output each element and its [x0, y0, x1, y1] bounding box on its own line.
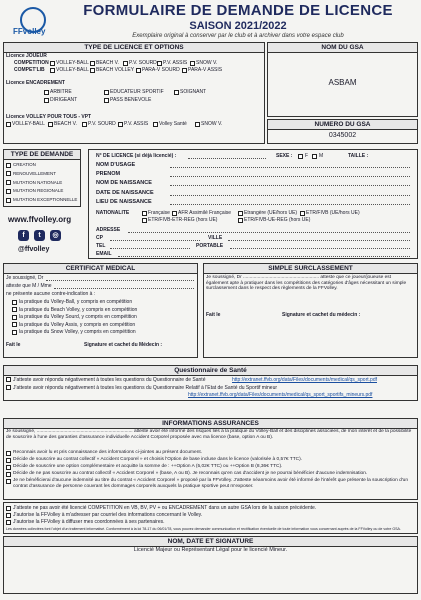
portable-field[interactable]: [230, 248, 410, 249]
club-name-field[interactable]: ASBAM: [328, 78, 357, 87]
email-label: EMAIL: [96, 251, 112, 257]
form-title: FORMULAIRE DE DEMANDE DE LICENCE: [83, 2, 393, 19]
nationalite-label: NATIONALITE: [96, 210, 130, 216]
tel-field[interactable]: [110, 248, 190, 249]
club-name-heading: NOM DU GSA: [268, 43, 417, 53]
insurance-checkbox[interactable]: [6, 458, 11, 463]
demand-checkbox[interactable]: [6, 180, 11, 185]
medical-item: la pratique du Beach Volley, y compris en compétition: [19, 306, 138, 313]
sexe-f-checkbox[interactable]: [298, 154, 303, 159]
identity-field[interactable]: [170, 176, 410, 177]
identity-label: LIEU DE NAISSANCE: [96, 198, 152, 205]
identity-field[interactable]: [170, 204, 410, 205]
questionnaire-link-2[interactable]: http://extranet.ffvb.org/data/Files/documents/medical/qs_sport_sportifs_mineurs.pdf: [188, 392, 373, 398]
surclassement-heading: SIMPLE SURCLASSEMENT: [204, 264, 417, 274]
option-checkbox[interactable]: [174, 90, 179, 95]
adresse-label: ADRESSE: [96, 227, 121, 233]
ville-field[interactable]: [228, 240, 410, 241]
medical-item: la pratique du Volley Sourd, y compris en compétition: [19, 314, 137, 320]
option-label: ETR/FIVB-UE-REG (hors UE): [244, 217, 311, 223]
joueur-label: Licence JOUEUR: [6, 53, 47, 59]
ville-label: VILLE: [208, 235, 223, 241]
option-label: Etrangère (UE/hors UE): [244, 210, 298, 216]
season-label: SAISON 2021/2022: [189, 20, 287, 32]
option-label: PASS BENEVOLE: [110, 97, 152, 103]
questionnaire-text-1: J'atteste avoir répondu négativement à toutes les questions du Questionnaire de Santé: [13, 377, 206, 383]
cp-field[interactable]: [110, 240, 200, 241]
insurance-item: Décide de souscrire une option complémentaire et acquitte la somme de : ++Option A (5,02€ TTC) ou ++Option B (8,36€ TTC).: [13, 464, 283, 469]
medical-checkbox[interactable]: [12, 307, 17, 312]
consent-item: J'atteste ne pas avoir été licencié COMPETITION en VB, BV, PV + ou ENCADREMENT dans un autre GSA lors de la saison précédente.: [13, 505, 317, 511]
option-checkbox[interactable]: [82, 122, 87, 127]
option-checkbox[interactable]: [142, 211, 147, 216]
sexe-m-label: M: [319, 153, 324, 159]
instagram-icon[interactable]: ◎: [50, 230, 61, 241]
identity-label: NOM D'USAGE: [96, 162, 136, 168]
medical-heading: CERTIFICAT MEDICAL: [4, 264, 197, 274]
consent-item: J'autorise la FFVolley à m'adresser par courriel des informations concernant le Volley.: [13, 512, 203, 518]
questionnaire-checkbox-1[interactable]: [6, 377, 11, 382]
medical-checkbox[interactable]: [12, 322, 17, 327]
option-label: P.V. SOURD: [88, 121, 116, 127]
consent-checkbox[interactable]: [6, 520, 11, 525]
medical-checkbox[interactable]: [12, 300, 17, 305]
option-checkbox[interactable]: [153, 122, 158, 127]
demand-label: CREATION: [13, 162, 36, 167]
medical-intro-3: ne présente aucune contre-indication à :: [6, 291, 96, 297]
legal-notice: Les données collectées font l'objet d'un traitement informatisé. Conformément à la loi 78-17 du 06/01/78, vous pouvez demander communication et rectification éventuelle de toute information vous concernant auprès de la FFVolley ou de votre GSA.: [6, 527, 401, 531]
insurance-item: Reconnais avoir lu et pris connaissance des informations ci-jointes au présent document.: [13, 450, 203, 455]
identity-label: DATE DE NAISSANCE: [96, 189, 154, 196]
option-label: VOLLEY-BALL: [56, 60, 89, 66]
option-label: ARBITRE: [50, 89, 72, 95]
club-number-heading: NUMERO DU GSA: [268, 120, 417, 130]
insurance-item: Décide de souscrire au contrat collectif « Accident Corporel » et choisis l'Option de base incluse dans le licence (valorisée à 0,57€ TTC).: [13, 457, 303, 462]
signature-heading: NOM, DATE ET SIGNATURE: [4, 537, 417, 547]
option-checkbox[interactable]: [157, 61, 162, 66]
questionnaire-checkbox-2[interactable]: [6, 385, 11, 390]
medical-item: la pratique du Volley-Ball, y compris en compétition: [19, 299, 133, 305]
insurance-checkbox[interactable]: [6, 472, 11, 477]
option-label: SNOW V.: [201, 121, 223, 127]
option-label: DIRIGEANT: [50, 97, 78, 103]
option-label: Volley Santé: [159, 121, 187, 127]
option-checkbox[interactable]: [300, 211, 305, 216]
adresse-field[interactable]: [128, 232, 410, 233]
option-label: ETR/FIVB-ETR-REG (hors UE): [148, 217, 218, 223]
identity-field[interactable]: [170, 167, 410, 168]
demand-checkbox[interactable]: [6, 171, 11, 176]
option-label: SOIGNANT: [180, 89, 207, 95]
medical-item: la pratique du Snow Volley, y compris en compétition: [19, 329, 136, 335]
medical-intro-2: atteste que M / Mme: [6, 283, 52, 289]
option-checkbox[interactable]: [123, 61, 128, 66]
social-handle[interactable]: @ffvolley: [18, 246, 50, 253]
option-checkbox[interactable]: [136, 68, 141, 73]
questionnaire-text-2: J'atteste avoir répondu négativement à toutes les questions du Questionnaire Relatif à l'Etat de Santé du Sportif mineur: [13, 385, 278, 391]
option-label: BEACH V.: [96, 60, 119, 66]
demand-checkbox[interactable]: [6, 198, 11, 203]
licence-number-label: N° DE LICENCE (si déjà licencié) :: [96, 153, 177, 159]
medical-checkbox[interactable]: [12, 315, 17, 320]
identity-field[interactable]: [170, 185, 410, 186]
competition-label: COMPETITION: [14, 60, 49, 66]
option-checkbox[interactable]: [195, 122, 200, 127]
demand-label: MUTATION NATIONALE: [13, 179, 63, 185]
patient-name-field[interactable]: [54, 288, 194, 289]
option-checkbox[interactable]: [50, 68, 55, 73]
option-label: BEACH VOLLEY: [96, 67, 135, 73]
section-heading: TYPE DE LICENCE ET OPTIONS: [4, 43, 264, 53]
signature-subtitle: Licencié Majeur ou Représentant Légal pour le licencié Mineur.: [133, 547, 288, 553]
option-checkbox[interactable]: [90, 61, 95, 66]
surclassement-signature-label: Signature et cachet du médecin :: [282, 312, 361, 318]
consent-item: J'autorise la FFVolley à diffuser mes coordonnées à ses partenaires.: [13, 519, 165, 525]
website-url[interactable]: www.ffvolley.org: [8, 215, 72, 224]
demand-checkbox[interactable]: [6, 163, 11, 168]
option-checkbox[interactable]: [190, 61, 195, 66]
insurance-heading: INFORMATIONS ASSURANCES: [4, 419, 417, 429]
option-checkbox[interactable]: [6, 122, 11, 127]
option-label: Française: [148, 210, 170, 216]
option-label: P.V. SOURD: [129, 60, 157, 66]
option-label: VOLLEY-BALL: [56, 67, 89, 73]
ffvolley-logo: [8, 3, 54, 36]
consent-checkbox[interactable]: [6, 513, 11, 518]
taille-label: TAILLE :: [348, 153, 369, 159]
vpt-label: Licence VOLLEY POUR TOUS - VPT: [6, 114, 92, 120]
questionnaire-heading: Questionnaire de Santé: [4, 366, 417, 376]
medical-item: la pratique du Volley Assis, y compris en compétition: [19, 321, 136, 328]
option-checkbox[interactable]: [90, 68, 95, 73]
twitter-icon[interactable]: t: [34, 230, 45, 241]
encadrement-label: Licence ENCADREMENT: [6, 80, 65, 86]
option-label: PARA-V ASSIS: [188, 67, 223, 73]
insurance-checkbox[interactable]: [6, 465, 11, 470]
club-number-field[interactable]: 0345002: [328, 132, 357, 139]
medical-faitle-label: Fait le: [6, 342, 21, 348]
insurance-item: Décide de ne pas souscrire au contrat collectif « Accident Corporel » (base, A ou B). Je reconnais qu'en cas d'accident je ne pourrai bénéficier d'aucune indemnisation.: [13, 471, 368, 476]
sexe-label: SEXE :: [276, 153, 293, 159]
sexe-m-checkbox[interactable]: [312, 154, 317, 159]
logo-text: FFvolley: [13, 27, 46, 36]
option-label: EDUCATEUR SPORTIF: [110, 89, 164, 95]
demand-label: MUTATION EXCEPTIONNELLE: [13, 197, 78, 203]
option-checkbox[interactable]: [118, 122, 123, 127]
surclassement-text: Je soussigné, Dr ......................................................... atteste que ce joueur/joueuse est également apte à pratiquer dans les compétitions des catégories d'âges nécessitant un simple surclassement dans le respect des règlements de la FFVolley.: [206, 275, 407, 292]
consent-checkbox[interactable]: [6, 506, 11, 511]
questionnaire-link-1[interactable]: http://extranet.ffvb.org/data/Files/documents/medical/qs_sport.pdf: [232, 377, 377, 383]
medical-signature-label: Signature et cachet du Médecin :: [84, 342, 163, 348]
email-field[interactable]: [118, 256, 410, 257]
option-label: PARA-V SOURD: [142, 67, 180, 73]
demand-label: MUTATION REGIONALE: [13, 188, 64, 194]
demand-checkbox[interactable]: [6, 189, 11, 194]
identity-label: PRENOM: [96, 171, 121, 178]
option-checkbox[interactable]: [48, 122, 53, 127]
identity-label: NOM DE NAISSANCE: [96, 180, 152, 187]
option-checkbox[interactable]: [50, 61, 55, 66]
option-checkbox[interactable]: [238, 218, 243, 223]
form-subtitle: Exemplaire original à conserver par le club et à archiver dans votre espace club: [132, 33, 344, 39]
option-label: P.V. ASSIS: [124, 121, 149, 127]
tel-label: TEL: [96, 243, 106, 249]
option-label: SNOW V.: [196, 60, 218, 66]
surclassement-faitle-label: Fait le: [206, 312, 221, 318]
option-checkbox[interactable]: [182, 68, 187, 73]
medical-checkbox[interactable]: [12, 330, 17, 335]
option-label: ETR/FIVB (UE/hors UE): [306, 210, 360, 216]
insurance-intro: Je soussigné, ........................................................................ atteste avoir été informé des risques liés à la pratique du Volley-Ball et des disciplines associées, de mon intérêt et de la possibilité de souscrire à l'une des garanties d'assurance individuelle Accident Corporel proposée avec ma licence (base, option A ou B).: [6, 429, 412, 440]
option-checkbox[interactable]: [172, 211, 177, 216]
option-checkbox[interactable]: [142, 218, 147, 223]
medical-intro-1: Je soussigné, Dr: [6, 275, 44, 281]
option-checkbox[interactable]: [238, 211, 243, 216]
option-checkbox[interactable]: [44, 90, 49, 95]
insurance-checkbox[interactable]: [6, 479, 11, 484]
doctor-name-field[interactable]: [46, 280, 194, 281]
insurance-checkbox[interactable]: [6, 451, 11, 456]
signature-area[interactable]: [60, 556, 360, 590]
identity-field[interactable]: [170, 195, 410, 196]
option-label: AFR Assimilé Française: [178, 210, 232, 216]
option-label: BEACH V.: [54, 121, 77, 127]
sexe-f-label: F: [305, 153, 309, 159]
option-label: VOLLEY-BALL: [12, 121, 45, 127]
licence-number-field[interactable]: [188, 158, 266, 159]
competlib-label: COMPET'LIB: [14, 67, 45, 73]
option-checkbox[interactable]: [104, 90, 109, 95]
cp-label: CP: [96, 235, 103, 241]
insurance-item: Je ne bénéficierai d'aucune indemnité au titre du contrat « Accident Corporel » proposé par la FFVolley. J'atteste néanmoins avoir été informé de l'intérêt que présente la souscription d'un contrat d'assurance de personne couvrant les dommages corporels auxquels la pratique sportive peut m'exposer.: [13, 478, 409, 489]
demand-type-heading: TYPE DE DEMANDE: [4, 150, 80, 160]
portable-label: PORTABLE: [196, 243, 224, 249]
option-checkbox[interactable]: [104, 98, 109, 103]
facebook-icon[interactable]: f: [18, 230, 29, 241]
option-label: P.V. ASSIS: [163, 60, 188, 66]
option-checkbox[interactable]: [44, 98, 49, 103]
demand-label: RENOUVELLEMENT: [13, 170, 57, 176]
